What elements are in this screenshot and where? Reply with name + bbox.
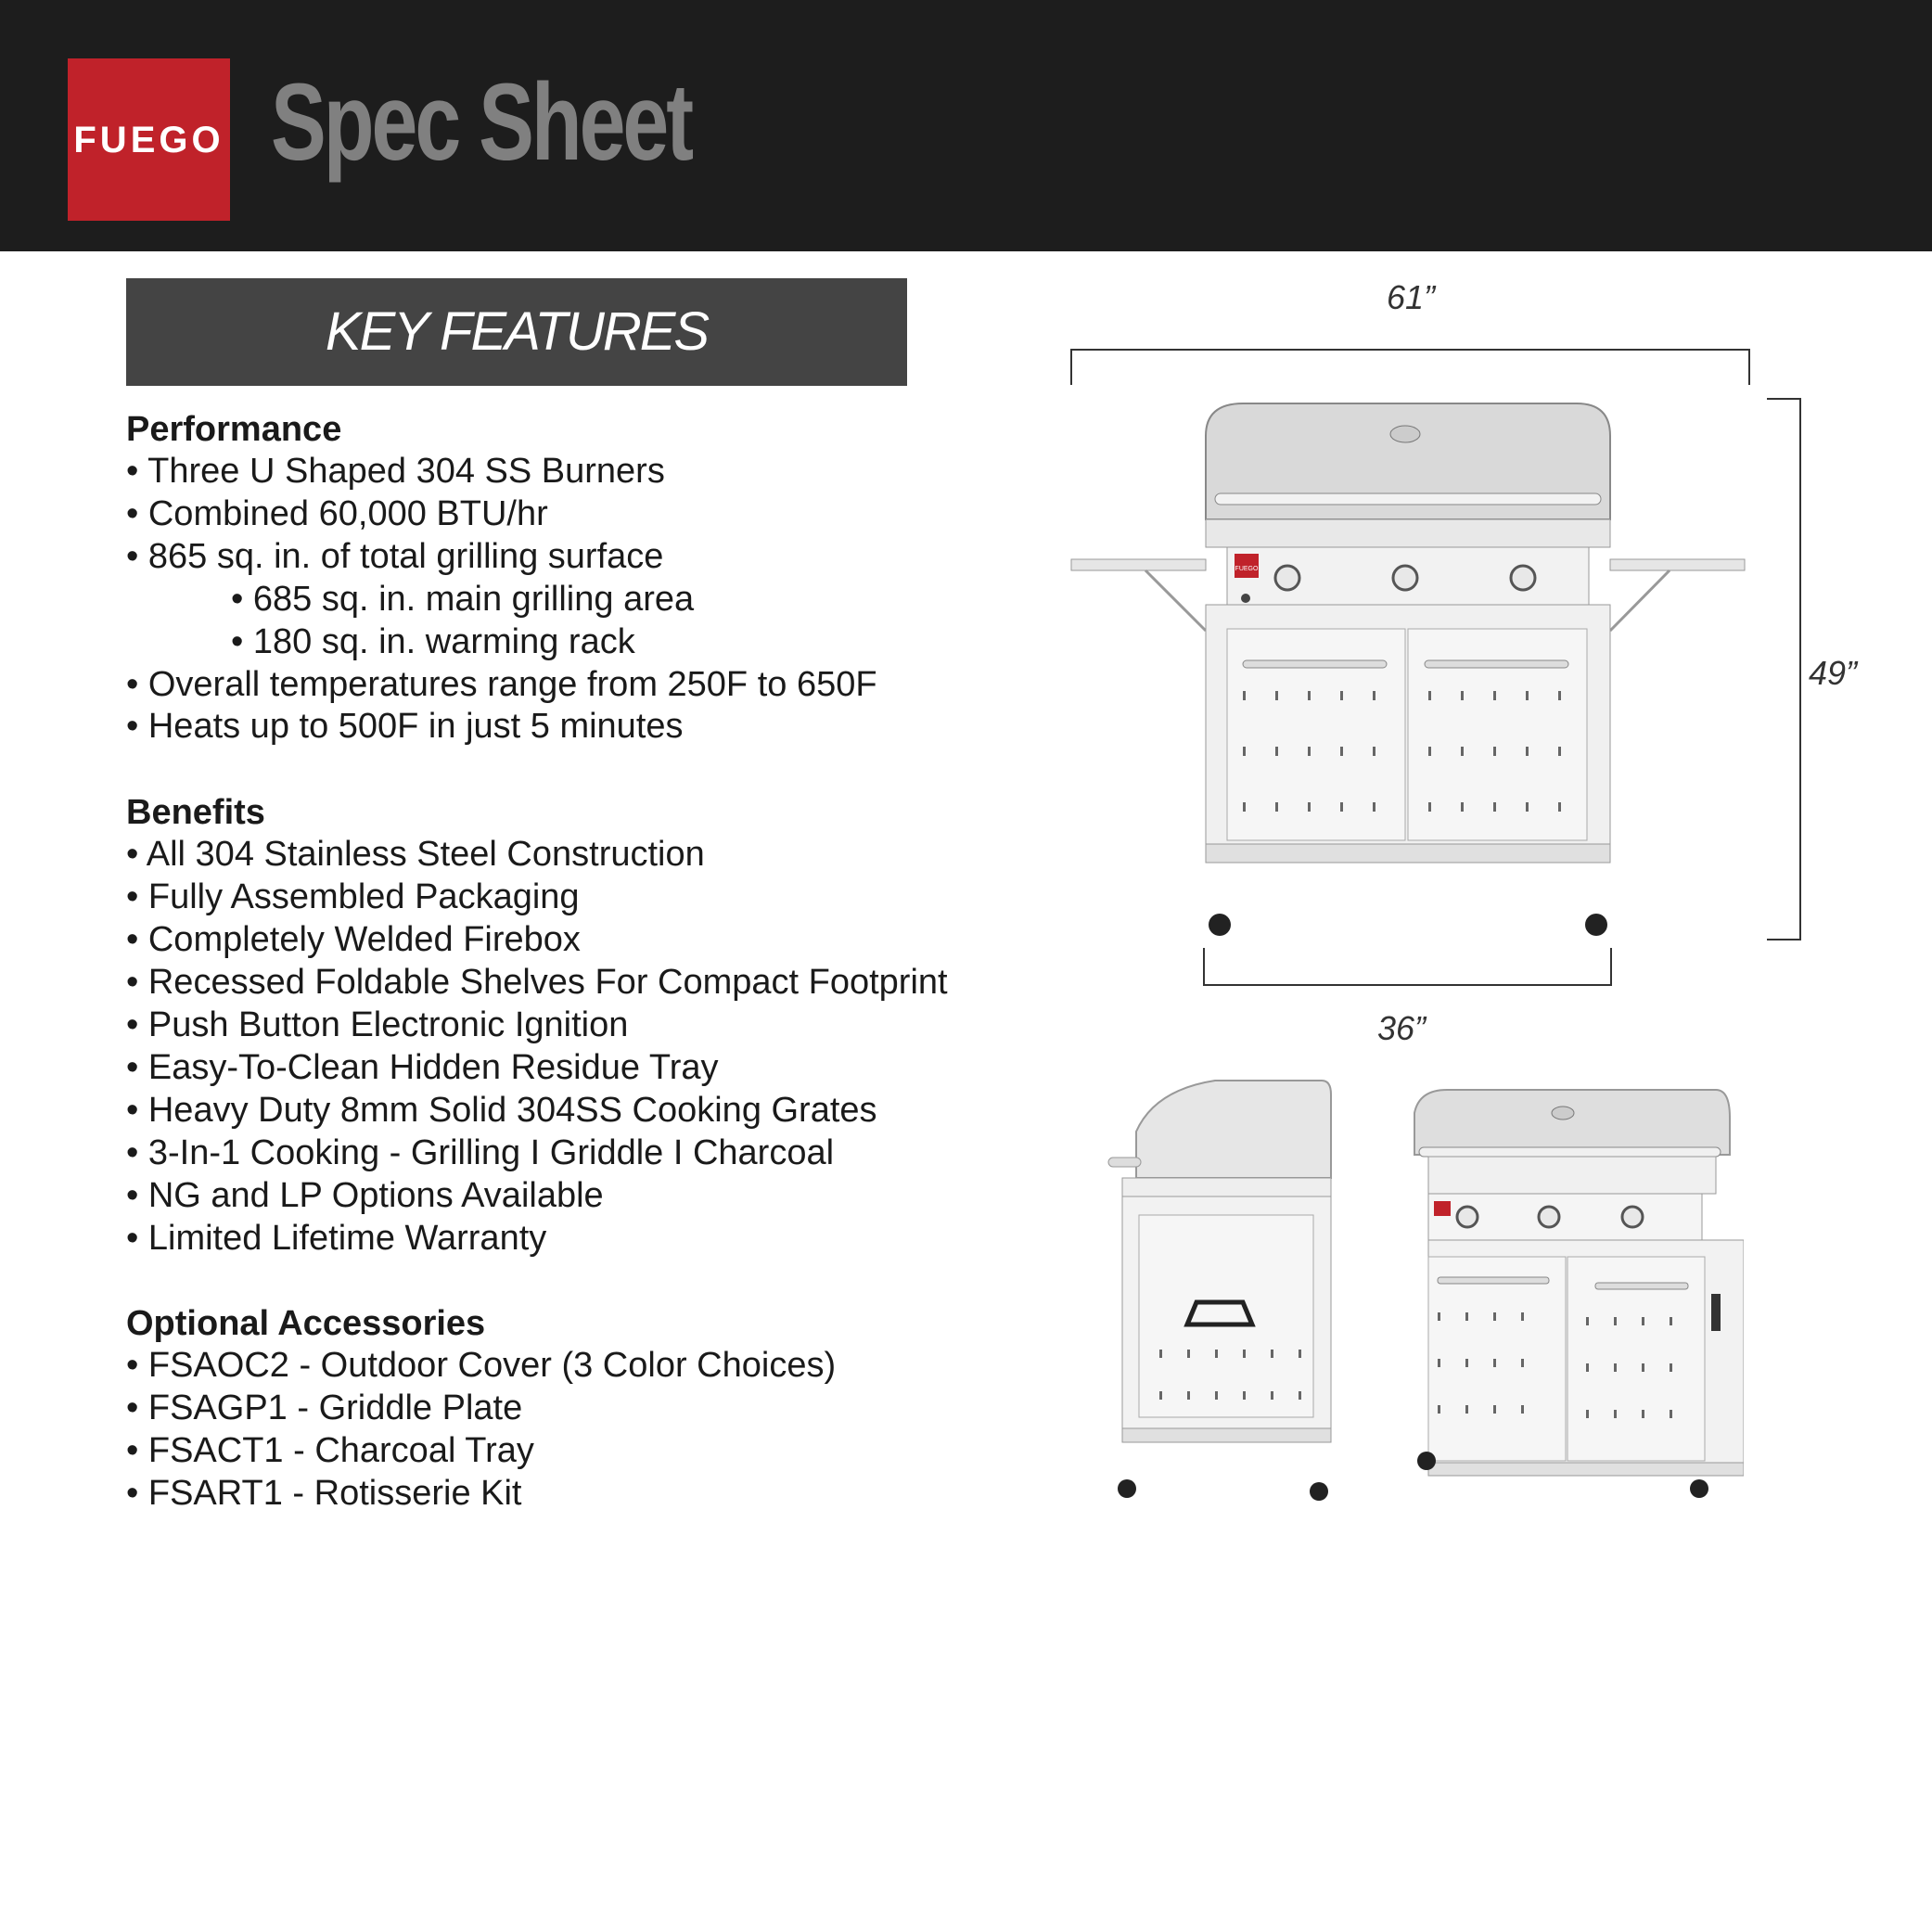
benefits-section [126, 791, 998, 1260]
list-item: • Heats up to 500F in just 5 minutes [126, 707, 684, 747]
angle-view-diagram [1410, 1081, 1744, 1516]
grill-angle-icon [1414, 1090, 1744, 1498]
section-heading: Performance [126, 410, 342, 449]
page-title: Spec Sheet [271, 61, 692, 184]
section-heading: Benefits [126, 793, 265, 833]
list-item: • Easy-To-Clean Hidden Residue Tray [126, 1047, 719, 1087]
depth-dimension-label: 36” [1377, 1009, 1427, 1047]
list-item: • FSACT1 - Charcoal Tray [126, 1431, 534, 1471]
list-item: • FSAGP1 - Griddle Plate [126, 1388, 523, 1428]
side-view-diagram [1104, 1076, 1345, 1512]
width-dimension-line [1071, 350, 1749, 385]
list-item: • Fully Assembled Packaging [126, 877, 580, 917]
list-item: • Push Button Electronic Ignition [126, 1004, 629, 1044]
depth-dimension-line [1204, 948, 1611, 985]
list-item: • 865 sq. in. of total grilling surface [126, 536, 664, 576]
svg-text:FUEGO: FUEGO [1235, 566, 1259, 572]
list-item: • Overall temperatures range from 250F to 650F [126, 664, 877, 704]
header-bar [0, 0, 1932, 251]
accessories-section [126, 1302, 998, 1516]
list-item: • Heavy Duty 8mm Solid 304SS Cooking Grates [126, 1090, 877, 1130]
key-features-title: KEY FEATURES [126, 278, 907, 386]
fuego-logo [68, 58, 230, 221]
height-dimension-label: 49” [1809, 654, 1858, 692]
logo-text: FUEGO [73, 120, 224, 160]
list-item: • FSAOC2 - Outdoor Cover (3 Color Choices) [126, 1346, 837, 1386]
list-item: • Combined 60,000 BTU/hr [126, 493, 548, 533]
list-item: • 180 sq. in. warming rack [231, 621, 635, 661]
performance-section [126, 408, 998, 748]
front-view-diagram [1057, 334, 1892, 1002]
grill-side-icon [1108, 1081, 1331, 1501]
list-item: • Three U Shaped 304 SS Burners [126, 452, 665, 491]
list-item: • All 304 Stainless Steel Construction [126, 835, 705, 875]
list-item: • Recessed Foldable Shelves For Compact Footprint [126, 963, 948, 1003]
list-item: • Limited Lifetime Warranty [126, 1218, 547, 1258]
features-list [126, 408, 998, 1558]
list-item: • 685 sq. in. main grilling area [231, 579, 695, 619]
list-item: • FSART1 - Rotisserie Kit [126, 1474, 522, 1514]
list-item: • Completely Welded Firebox [126, 920, 581, 960]
grill-front-icon [1071, 403, 1745, 936]
list-item: • NG and LP Options Available [126, 1175, 604, 1215]
width-dimension-label: 61” [1387, 278, 1436, 316]
section-heading: Optional Accessories [126, 1304, 486, 1344]
list-item: • 3-In-1 Cooking - Grilling I Griddle I Charcoal [126, 1132, 835, 1172]
height-dimension-line [1767, 399, 1800, 940]
